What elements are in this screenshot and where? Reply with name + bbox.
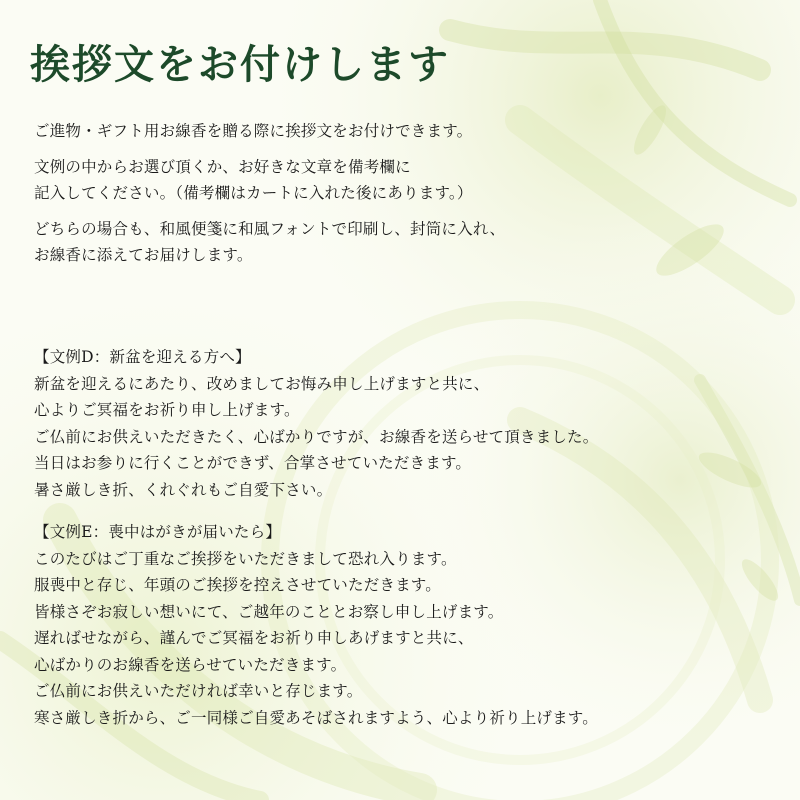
intro-paragraph bbox=[34, 216, 505, 268]
example-e bbox=[34, 519, 598, 731]
example-line: 遅ればせながら、謹んでご冥福をお祈り申しあげますと共に、 bbox=[34, 629, 474, 647]
intro-line: 記入してください。（備考欄はカートに入れた後にあります。） bbox=[34, 184, 473, 202]
example-line: ご仏前にお供えいただきたく、心ばかりですが、お線香を送らせて頂きました。 bbox=[34, 427, 599, 446]
example-line: 新盆を迎えるにあたり、改めましてお悔み申し上げますと共に、 bbox=[34, 374, 490, 393]
intro-line: 文例の中からお選び頂くか、お好きな文章を備考欄に bbox=[34, 158, 411, 176]
example-line: 当日はお参りに行くことができず、合掌させていただきます。 bbox=[34, 454, 472, 472]
example-line: 寒さ厳しき折から、ご一同様ご自愛あそばされますよう、心より祈り上げます。 bbox=[34, 708, 598, 727]
page-title: 挨拶文をお付けします bbox=[30, 41, 450, 88]
intro-section bbox=[34, 118, 505, 278]
example-line: 暑さ厳しき折、くれぐれもご自愛下さい。 bbox=[34, 480, 333, 499]
example-line: このたびはご丁重なご挨拶をいただきまして恐れ入ります。 bbox=[34, 549, 457, 568]
example-heading: 【文例E：喪中はがきが届いたら】 bbox=[34, 523, 282, 541]
example-line: 皆様さぞお寂しい想いにて、ご越年のこととお察し申し上げます。 bbox=[34, 602, 504, 621]
example-line: 心よりご冥福をお祈り申し上げます。 bbox=[34, 401, 300, 419]
intro-line: お線香に添えてお届けします。 bbox=[34, 246, 253, 264]
example-line: 服喪中と存じ、年頭のご挨拶を控えさせていただきます。 bbox=[34, 576, 441, 594]
intro-line: どちらの場合も、和風便箋に和風フォントで印刷し、封筒に入れ、 bbox=[34, 220, 506, 238]
example-d bbox=[34, 344, 598, 503]
intro-line: ご進物・ギフト用お線香を贈る際に挨拶文をお付けできます。 bbox=[34, 122, 473, 140]
intro-paragraph bbox=[34, 118, 505, 144]
examples-section bbox=[34, 344, 598, 747]
example-line: 心ばかりのお線香を送らせていただきます。 bbox=[34, 655, 347, 674]
example-heading: 【文例D：新盆を迎える方へ】 bbox=[34, 348, 251, 366]
example-line: ご仏前にお供えいただければ幸いと存じます。 bbox=[34, 682, 363, 700]
intro-paragraph bbox=[34, 154, 505, 206]
